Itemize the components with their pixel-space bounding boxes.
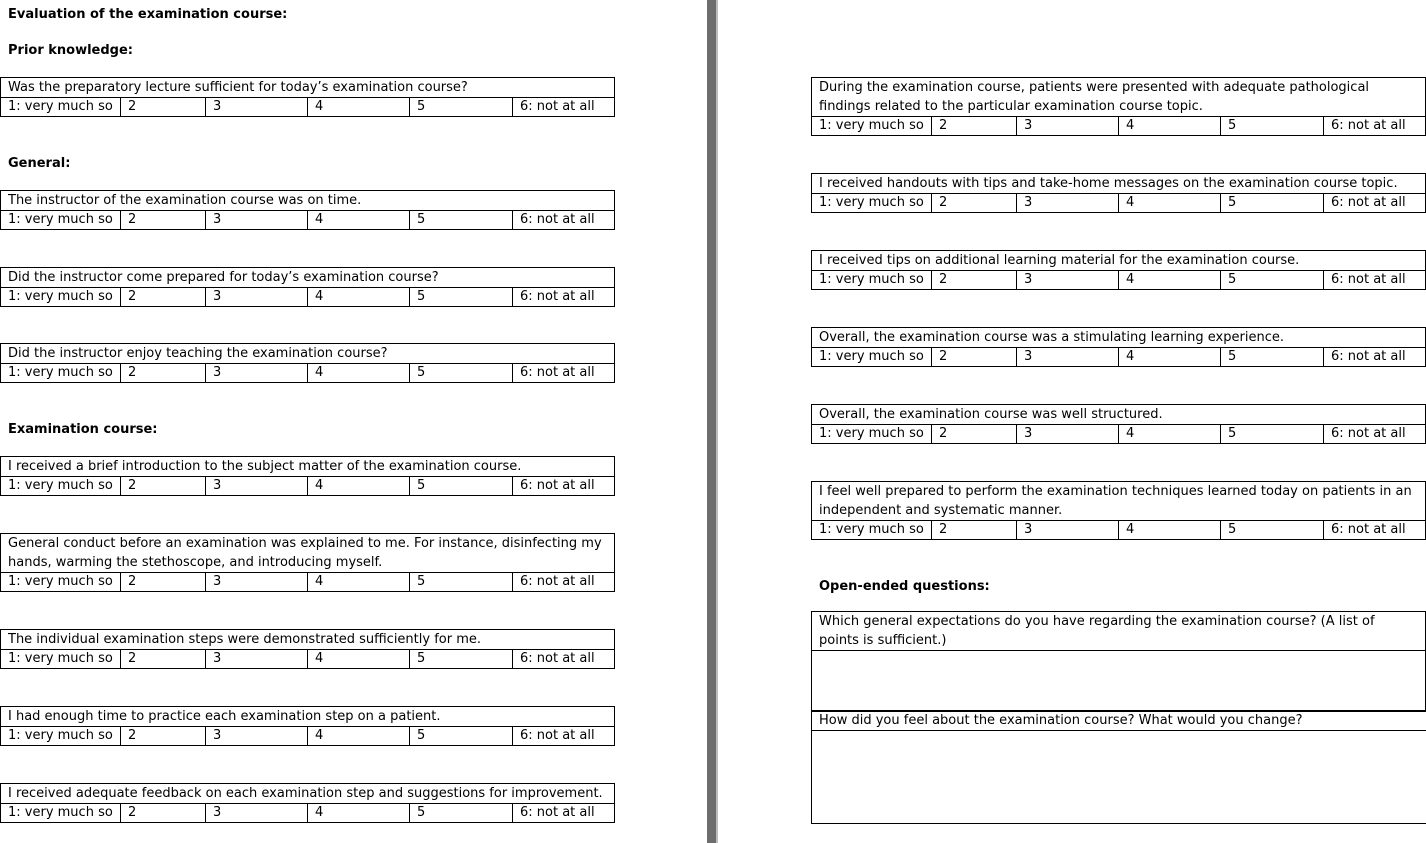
open-question-text: Which general expectations do you have regarding the examination course? (A list of points is sufficient.) bbox=[812, 612, 1426, 651]
rating-option-1[interactable]: 1: very much so bbox=[1, 804, 121, 823]
section-heading-open-ended: Open-ended questions: bbox=[819, 579, 990, 594]
question-text: I received a brief introduction to the subject matter of the examination course. bbox=[1, 457, 615, 477]
question-text: I had enough time to practice each examination step on a patient. bbox=[1, 707, 615, 727]
open-question-table-1 bbox=[811, 611, 1426, 712]
rating-option-1[interactable]: 1: very much so bbox=[812, 425, 932, 444]
rating-option-2[interactable]: 2 bbox=[121, 364, 206, 383]
left-question-table-2 bbox=[0, 190, 615, 230]
rating-option-3[interactable]: 3 bbox=[206, 364, 308, 383]
right-question-table-3 bbox=[811, 250, 1426, 290]
rating-option-5[interactable]: 5 bbox=[410, 727, 513, 746]
section-heading-general: General: bbox=[8, 156, 71, 171]
rating-option-3[interactable]: 3 bbox=[206, 804, 308, 823]
question-text: During the examination course, patients were presented with adequate pathological findings related to the particular examination course topic. bbox=[812, 78, 1426, 117]
rating-option-5[interactable]: 5 bbox=[410, 98, 513, 117]
rating-option-3[interactable]: 3 bbox=[1017, 425, 1119, 444]
rating-option-1[interactable]: 1: very much so bbox=[812, 271, 932, 290]
question-text: Did the instructor come prepared for today’s examination course? bbox=[1, 268, 615, 288]
rating-option-3[interactable]: 3 bbox=[206, 477, 308, 496]
rating-option-2[interactable]: 2 bbox=[932, 194, 1017, 213]
rating-option-4[interactable]: 4 bbox=[308, 650, 410, 669]
rating-option-1[interactable]: 1: very much so bbox=[1, 477, 121, 496]
rating-option-5[interactable]: 5 bbox=[410, 804, 513, 823]
question-text: I received adequate feedback on each examination step and suggestions for improvement. bbox=[1, 784, 615, 804]
rating-option-5[interactable]: 5 bbox=[410, 288, 513, 307]
rating-option-2[interactable]: 2 bbox=[932, 521, 1017, 540]
rating-option-1[interactable]: 1: very much so bbox=[1, 650, 121, 669]
rating-option-2[interactable]: 2 bbox=[932, 348, 1017, 367]
left-question-table-4 bbox=[0, 343, 615, 383]
rating-option-5[interactable]: 5 bbox=[410, 477, 513, 496]
rating-option-1[interactable]: 1: very much so bbox=[1, 211, 121, 230]
question-text: The instructor of the examination course was on time. bbox=[1, 191, 615, 211]
question-text: I received tips on additional learning material for the examination course. bbox=[812, 251, 1426, 271]
open-question-table-2 bbox=[811, 710, 1426, 824]
rating-option-5[interactable]: 5 bbox=[1221, 425, 1324, 444]
page-title: Evaluation of the examination course: bbox=[8, 7, 288, 22]
rating-option-5[interactable]: 5 bbox=[410, 211, 513, 230]
rating-option-2[interactable]: 2 bbox=[121, 804, 206, 823]
rating-option-2[interactable]: 2 bbox=[121, 288, 206, 307]
question-text: Did the instructor enjoy teaching the examination course? bbox=[1, 344, 615, 364]
rating-option-3[interactable]: 3 bbox=[206, 727, 308, 746]
rating-option-4[interactable]: 4 bbox=[1119, 348, 1221, 367]
right-question-table-5 bbox=[811, 404, 1426, 444]
rating-option-1[interactable]: 1: very much so bbox=[812, 194, 932, 213]
rating-option-3[interactable]: 3 bbox=[1017, 194, 1119, 213]
rating-option-6[interactable]: 6: not at all bbox=[513, 364, 615, 383]
rating-option-2[interactable]: 2 bbox=[121, 727, 206, 746]
rating-option-1[interactable]: 1: very much so bbox=[1, 727, 121, 746]
rating-option-3[interactable]: 3 bbox=[206, 650, 308, 669]
rating-option-5[interactable]: 5 bbox=[1221, 521, 1324, 540]
rating-option-3[interactable]: 3 bbox=[1017, 348, 1119, 367]
rating-option-6[interactable]: 6: not at all bbox=[1324, 117, 1426, 136]
question-text: The individual examination steps were demonstrated sufficiently for me. bbox=[1, 630, 615, 650]
section-heading-examination-course: Examination course: bbox=[8, 422, 158, 437]
rating-option-4[interactable]: 4 bbox=[1119, 117, 1221, 136]
rating-option-1[interactable]: 1: very much so bbox=[1, 288, 121, 307]
rating-option-1[interactable]: 1: very much so bbox=[1, 98, 121, 117]
left-question-table-5 bbox=[0, 456, 615, 496]
open-question-text: How did you feel about the examination course? What would you change? bbox=[812, 711, 1426, 731]
left-question-table-7 bbox=[0, 629, 615, 669]
question-text: General conduct before an examination was explained to me. For instance, disinfecting my hands, warming the stethoscope, and introducing myself. bbox=[1, 534, 615, 573]
rating-option-3[interactable]: 3 bbox=[206, 288, 308, 307]
rating-option-3[interactable]: 3 bbox=[1017, 521, 1119, 540]
question-text: Overall, the examination course was well structured. bbox=[812, 405, 1426, 425]
rating-option-2[interactable]: 2 bbox=[121, 650, 206, 669]
rating-option-4[interactable]: 4 bbox=[1119, 521, 1221, 540]
rating-option-3[interactable]: 3 bbox=[1017, 271, 1119, 290]
left-question-table-1 bbox=[0, 77, 615, 117]
rating-option-6[interactable]: 6: not at all bbox=[513, 211, 615, 230]
right-question-table-2 bbox=[811, 173, 1426, 213]
rating-option-6[interactable]: 6: not at all bbox=[1324, 348, 1426, 367]
rating-option-6[interactable]: 6: not at all bbox=[513, 573, 615, 592]
rating-option-2[interactable]: 2 bbox=[932, 117, 1017, 136]
rating-option-6[interactable]: 6: not at all bbox=[513, 804, 615, 823]
rating-option-1[interactable]: 1: very much so bbox=[1, 364, 121, 383]
right-question-table-4 bbox=[811, 327, 1426, 367]
right-question-table-1 bbox=[811, 77, 1426, 136]
rating-option-6[interactable]: 6: not at all bbox=[513, 98, 615, 117]
rating-option-4[interactable]: 4 bbox=[308, 804, 410, 823]
left-question-table-3 bbox=[0, 267, 615, 307]
rating-option-4[interactable]: 4 bbox=[1119, 194, 1221, 213]
rating-option-6[interactable]: 6: not at all bbox=[513, 288, 615, 307]
rating-option-4[interactable]: 4 bbox=[308, 211, 410, 230]
rating-option-2[interactable]: 2 bbox=[121, 211, 206, 230]
rating-option-6[interactable]: 6: not at all bbox=[1324, 521, 1426, 540]
rating-option-5[interactable]: 5 bbox=[1221, 194, 1324, 213]
rating-option-3[interactable]: 3 bbox=[206, 573, 308, 592]
rating-option-1[interactable]: 1: very much so bbox=[812, 521, 932, 540]
rating-option-6[interactable]: 6: not at all bbox=[513, 727, 615, 746]
rating-option-5[interactable]: 5 bbox=[1221, 348, 1324, 367]
rating-option-6[interactable]: 6: not at all bbox=[1324, 194, 1426, 213]
rating-option-2[interactable]: 2 bbox=[932, 425, 1017, 444]
page-divider bbox=[707, 0, 716, 843]
question-text: I received handouts with tips and take-home messages on the examination course topic. bbox=[812, 174, 1426, 194]
right-question-table-6 bbox=[811, 481, 1426, 540]
rating-option-4[interactable]: 4 bbox=[308, 477, 410, 496]
rating-option-6[interactable]: 6: not at all bbox=[1324, 271, 1426, 290]
rating-option-6[interactable]: 6: not at all bbox=[513, 650, 615, 669]
rating-option-5[interactable]: 5 bbox=[1221, 271, 1324, 290]
rating-option-4[interactable]: 4 bbox=[1119, 271, 1221, 290]
rating-option-6[interactable]: 6: not at all bbox=[1324, 425, 1426, 444]
rating-option-4[interactable]: 4 bbox=[308, 98, 410, 117]
left-question-table-6 bbox=[0, 533, 615, 592]
rating-option-4[interactable]: 4 bbox=[308, 288, 410, 307]
rating-option-3[interactable]: 3 bbox=[206, 98, 308, 117]
rating-option-5[interactable]: 5 bbox=[410, 573, 513, 592]
rating-option-3[interactable]: 3 bbox=[1017, 117, 1119, 136]
rating-option-6[interactable]: 6: not at all bbox=[513, 477, 615, 496]
rating-option-2[interactable]: 2 bbox=[121, 477, 206, 496]
rating-option-5[interactable]: 5 bbox=[410, 650, 513, 669]
question-text: Overall, the examination course was a stimulating learning experience. bbox=[812, 328, 1426, 348]
rating-option-3[interactable]: 3 bbox=[206, 211, 308, 230]
rating-option-5[interactable]: 5 bbox=[410, 364, 513, 383]
rating-option-2[interactable]: 2 bbox=[932, 271, 1017, 290]
section-heading-prior-knowledge: Prior knowledge: bbox=[8, 43, 134, 58]
answer-area[interactable] bbox=[812, 651, 1426, 712]
rating-option-4[interactable]: 4 bbox=[308, 364, 410, 383]
rating-option-1[interactable]: 1: very much so bbox=[1, 573, 121, 592]
rating-option-2[interactable]: 2 bbox=[121, 573, 206, 592]
rating-option-1[interactable]: 1: very much so bbox=[812, 348, 932, 367]
question-text: Was the preparatory lecture sufficient for today’s examination course? bbox=[1, 78, 615, 98]
rating-option-4[interactable]: 4 bbox=[308, 727, 410, 746]
answer-area[interactable] bbox=[812, 731, 1426, 824]
left-question-table-9 bbox=[0, 783, 615, 823]
rating-option-5[interactable]: 5 bbox=[1221, 117, 1324, 136]
rating-option-4[interactable]: 4 bbox=[308, 573, 410, 592]
question-text: I feel well prepared to perform the examination techniques learned today on patients in an independent and systematic manner. bbox=[812, 482, 1426, 521]
left-question-table-8 bbox=[0, 706, 615, 746]
rating-option-2[interactable]: 2 bbox=[121, 98, 206, 117]
rating-option-1[interactable]: 1: very much so bbox=[812, 117, 932, 136]
rating-option-4[interactable]: 4 bbox=[1119, 425, 1221, 444]
